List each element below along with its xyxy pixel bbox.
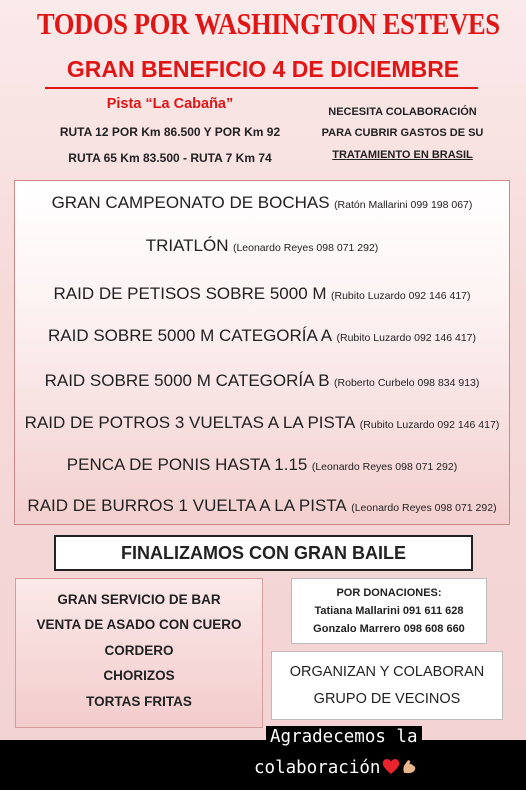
poster-title: TODOS POR WASHINGTON ESTEVES xyxy=(36,6,500,41)
donations-contact: Tatiana Mallarini 091 611 628 xyxy=(314,605,464,617)
need-line-1: NECESITA COLABORACIÓN xyxy=(328,106,477,118)
event-name: RAID DE PETISOS SOBRE 5000 M xyxy=(53,284,327,303)
event-item xyxy=(14,371,510,391)
bar-item: VENTA DE ASADO CON CUERO xyxy=(36,617,242,632)
bar-item: TORTAS FRITAS xyxy=(86,694,192,709)
route-line-1: RUTA 12 POR Km 86.500 Y POR Km 92 xyxy=(59,125,281,139)
poster-subtitle: GRAN BENEFICIO 4 DE DICIEMBRE xyxy=(66,56,460,82)
event-contact: (Rubito Luzardo 092 146 417) xyxy=(336,332,477,344)
event-contact: (Ratón Mallarini 099 198 067) xyxy=(334,199,473,211)
venue-name: Pista “La Cabaña” xyxy=(106,96,234,112)
caption-text-2 xyxy=(250,757,421,779)
bar-item: CORDERO xyxy=(104,643,174,658)
bar-item: GRAN SERVICIO DE BAR xyxy=(57,592,221,607)
organizers-panel xyxy=(271,651,503,720)
event-item xyxy=(14,455,510,475)
event-name: RAID SOBRE 5000 M CATEGORÍA A xyxy=(47,326,333,345)
event-contact: (Rubito Luzardo 092 146 417) xyxy=(330,290,471,302)
route-line-2: RUTA 65 Km 83.500 - RUTA 7 Km 74 xyxy=(68,151,272,165)
event-item xyxy=(14,193,510,213)
event-name: RAID DE POTROS 3 VUELTAS A LA PISTA xyxy=(24,413,356,432)
need-line-2: PARA CUBRIR GASTOS DE SU xyxy=(321,127,484,139)
caption-line-2 xyxy=(250,758,421,778)
organizers-line-1: ORGANIZAN Y COLABORAN xyxy=(289,664,485,680)
event-contact: (Leonardo Reyes 098 071 292) xyxy=(232,242,379,254)
event-name: RAID DE BURROS 1 VUELTA A LA PISTA xyxy=(27,496,347,515)
event-name: PENCA DE PONIS HASTA 1.15 xyxy=(66,455,308,474)
caption-text-2-word: colaboración xyxy=(254,758,381,778)
event-item xyxy=(14,413,510,433)
event-contact: (Rubito Luzardo 092 146 417) xyxy=(359,419,500,431)
caption-text-1: Agradecemos la xyxy=(266,726,422,748)
event-item xyxy=(14,326,510,346)
donations-heading: POR DONACIONES: xyxy=(336,587,442,599)
finale-text: FINALIZAMOS CON GRAN BAILE xyxy=(121,543,406,563)
event-item xyxy=(14,496,510,516)
event-name: TRIATLÓN xyxy=(145,236,229,255)
event-item xyxy=(14,236,510,256)
need-line-3 xyxy=(310,149,495,161)
need-line-3-text: TRATAMIENTO EN BRASIL xyxy=(332,149,473,161)
event-item xyxy=(14,284,510,304)
flexed-biceps-icon xyxy=(401,758,417,775)
subtitle-underline xyxy=(45,87,478,89)
event-contact: (Leonardo Reyes 098 071 292) xyxy=(311,461,458,473)
organizers-line-2: GRUPO DE VECINOS xyxy=(313,691,461,707)
donations-contact: Gonzalo Marrero 098 608 660 xyxy=(313,623,465,635)
event-name: GRAN CAMPEONATO DE BOCHAS xyxy=(51,193,330,212)
event-name: RAID SOBRE 5000 M CATEGORÍA B xyxy=(44,371,330,390)
bar-item: CHORIZOS xyxy=(103,668,175,683)
event-contact: (Roberto Curbelo 098 834 913) xyxy=(334,377,480,389)
red-heart-icon xyxy=(382,758,400,775)
caption-line-1 xyxy=(266,727,422,747)
event-contact: (Leonardo Reyes 098 071 292) xyxy=(351,502,497,514)
